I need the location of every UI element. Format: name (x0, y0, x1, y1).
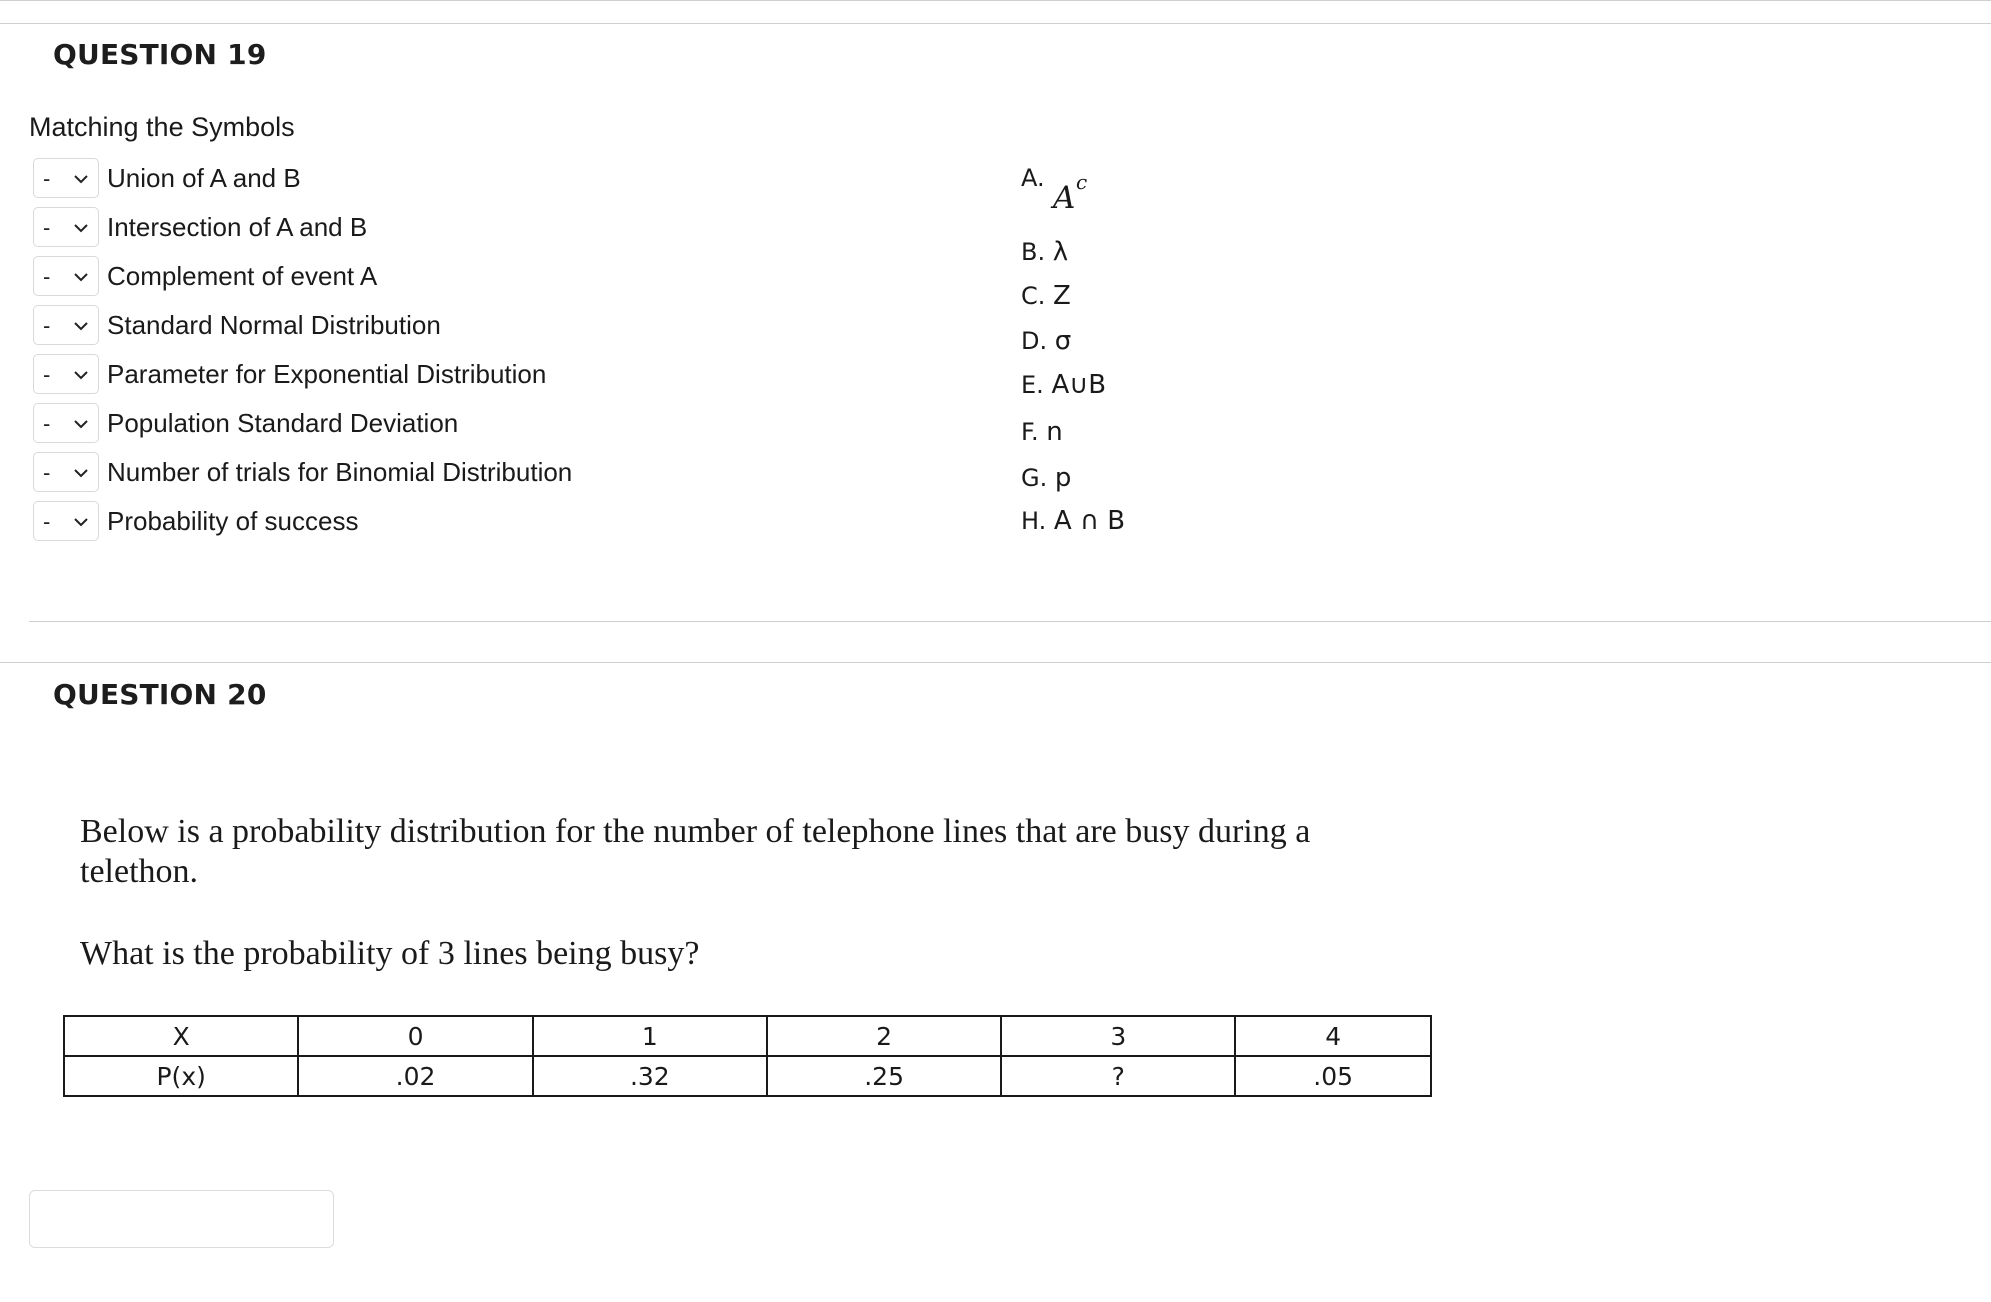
answer-letter: F. (1021, 418, 1039, 446)
match-item-label: Union of A and B (107, 162, 301, 193)
answer-symbol: σ (1054, 326, 1072, 356)
answer-input[interactable] (29, 1190, 334, 1248)
table-cell: 2 (767, 1016, 1001, 1056)
table-cell: 1 (533, 1016, 767, 1056)
question-20-prompt: What is the probability of 3 lines being busy? (80, 935, 700, 972)
match-item-label: Population Standard Deviation (107, 407, 459, 438)
chevron-down-icon (72, 366, 90, 384)
answer-letter: A. (1021, 164, 1045, 192)
answer-letter: H. (1021, 507, 1047, 535)
match-select-binomial-trials[interactable] (33, 452, 99, 492)
table-cell: 3 (1001, 1016, 1235, 1056)
match-item-label: Standard Normal Distribution (107, 309, 441, 340)
description-line: Below is a probability distribution for the number of telephone lines that are busy during a (80, 813, 1311, 850)
answer-letter: G. (1021, 464, 1048, 492)
matching-row (33, 499, 358, 543)
answer-choice-c (1021, 281, 1071, 311)
table-cell: 0 (298, 1016, 532, 1056)
answer-choice-f (1021, 417, 1063, 447)
answer-symbol: n (1046, 417, 1063, 447)
matching-row (33, 156, 301, 200)
match-select-probability-success[interactable] (33, 501, 99, 541)
match-item-label: Number of trials for Binomial Distribution (107, 456, 573, 487)
page-top-rule (0, 0, 1991, 1)
answer-choice-b (1021, 237, 1068, 267)
match-select-population-sd[interactable] (33, 403, 99, 443)
answer-letter: E. (1021, 371, 1044, 399)
table-cell: 4 (1235, 1016, 1431, 1056)
match-select-complement[interactable] (33, 256, 99, 296)
table-row-x (64, 1016, 1431, 1056)
question-20-top-rule (0, 662, 1991, 663)
table-cell: P(x) (64, 1056, 298, 1096)
answer-choice-g (1021, 463, 1071, 493)
matching-row (33, 401, 458, 445)
table-cell: .32 (533, 1056, 767, 1096)
chevron-down-icon (72, 170, 90, 188)
answer-choice-d (1021, 326, 1071, 356)
match-item-label: Complement of event A (107, 260, 378, 291)
table-row-px (64, 1056, 1431, 1096)
question-20-description (80, 812, 1310, 892)
matching-row (33, 303, 441, 347)
chevron-down-icon (72, 464, 90, 482)
select-value: - (43, 166, 51, 191)
matching-prompt: Matching the Symbols (29, 112, 295, 142)
match-select-exponential-parameter[interactable] (33, 354, 99, 394)
match-select-intersection[interactable] (33, 207, 99, 247)
chevron-down-icon (72, 415, 90, 433)
question-19-top-rule (0, 23, 1991, 24)
chevron-down-icon (72, 513, 90, 531)
question-19-title: QUESTION 19 (53, 38, 267, 71)
select-value: - (43, 264, 51, 289)
answer-symbol: λ (1052, 237, 1069, 267)
chevron-down-icon (72, 219, 90, 237)
match-item-label: Intersection of A and B (107, 211, 368, 242)
table-cell: ? (1001, 1056, 1235, 1096)
table-cell: X (64, 1016, 298, 1056)
answer-symbol: Z (1053, 281, 1071, 311)
select-value: - (43, 460, 51, 485)
answer-choice-a (1021, 164, 1121, 224)
answer-letter: B. (1021, 238, 1046, 266)
matching-row (33, 254, 377, 298)
select-value: - (43, 215, 51, 240)
matching-row (33, 352, 546, 396)
select-value: - (43, 313, 51, 338)
probability-distribution-table (63, 1015, 1432, 1097)
select-value: - (43, 411, 51, 436)
match-item-label: Parameter for Exponential Distribution (107, 358, 547, 389)
matching-row (33, 450, 572, 494)
match-item-label: Probability of success (107, 505, 359, 536)
answer-choice-h (1021, 506, 1125, 536)
table-cell: .02 (298, 1056, 532, 1096)
answer-symbol: A ∩ B (1053, 506, 1126, 536)
question-20-title: QUESTION 20 (53, 678, 267, 711)
matching-row (33, 205, 367, 249)
match-select-union[interactable] (33, 158, 99, 198)
chevron-down-icon (72, 268, 90, 286)
chevron-down-icon (72, 317, 90, 335)
match-select-standard-normal[interactable] (33, 305, 99, 345)
answer-letter: D. (1021, 327, 1048, 355)
answer-symbol: p (1054, 463, 1072, 493)
complement-symbol-superscript: c (1076, 170, 1088, 194)
question-19-bottom-rule (29, 621, 1991, 622)
select-value: - (43, 362, 51, 387)
answer-letter: C. (1021, 282, 1046, 310)
table-cell: .25 (767, 1056, 1001, 1096)
table-cell: .05 (1235, 1056, 1431, 1096)
complement-symbol-base: A (1053, 180, 1076, 216)
description-line: telethon. (80, 853, 199, 890)
select-value: - (43, 509, 51, 534)
answer-symbol: A∪B (1051, 370, 1107, 400)
answer-choice-e (1021, 370, 1106, 400)
